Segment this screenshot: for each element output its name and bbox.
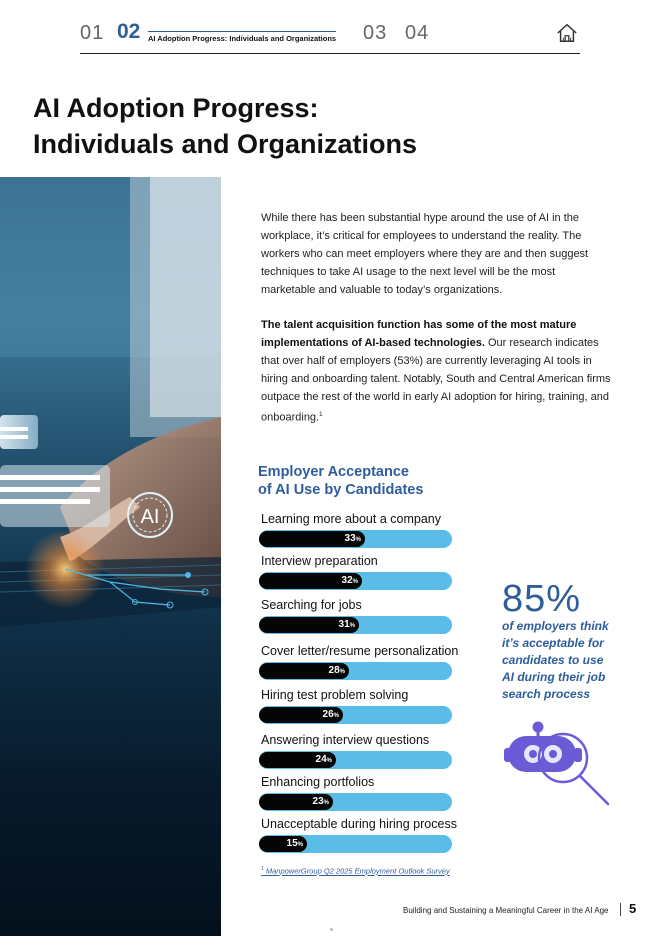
nav-item-02-active[interactable]: 02 [117,20,141,43]
bar-track [259,835,452,853]
ai-badge-text: AI [140,506,160,528]
bar-label: Hiring test problem solving [261,688,409,702]
footer-dot [330,928,333,931]
bar-label: Searching for jobs [261,598,362,612]
intro-paragraph: While there has been substantial hype around the use of AI in the workplace, it’s critical for employees to understand the reality. The workers who can meet employers where they are and then suggest techniques to take AI usage to the next level will be the most marketable and valuable to today’s organizations. [261,212,589,296]
bar-label: Enhancing portfolios [261,775,375,789]
bar-value-label: 23% [312,796,329,807]
footnote-source-text[interactable]: ManpowerGroup Q2 2025 Employment Outlook Survey [265,866,450,876]
talent-paragraph-bold: The talent acquisition function has some of the most mature implementations of AI-based technologies. [261,319,577,349]
bar-track [259,751,452,769]
home-icon[interactable] [556,22,578,44]
nav-item-01[interactable]: 01 [80,22,105,44]
bar-fill [259,617,359,633]
bar-row [261,774,476,811]
bar-track [259,662,452,680]
bar-value-label: 26% [322,709,339,720]
footer-title: Building and Sustaining a Meaningful Career in the AI Age [403,906,609,915]
bar-row [261,553,476,590]
bar-value-label: 28% [328,665,345,676]
chart-title [258,463,478,499]
bar-row [261,732,476,769]
bar-label: Interview preparation [261,554,378,568]
bar-fill [259,836,307,852]
hero-illustration [0,177,221,936]
bar-label: Answering interview questions [261,733,430,747]
bar-row [261,687,476,724]
bar-fill [259,531,365,547]
nav-item-03[interactable]: 03 [363,22,388,44]
page-title-line2: Individuals and Organizations [33,129,418,159]
chart-title-line2: of AI Use by Candidates [258,482,424,498]
footnote-source[interactable] [261,866,450,876]
footer-divider [620,903,621,916]
bar-label: Unacceptable during hiring process [261,817,457,831]
robot-magnifier-icon [500,718,612,808]
bar-value-label: 15% [286,838,303,849]
hero-photo [0,177,221,936]
bar-row [261,643,476,680]
bar-row [261,511,476,548]
bar-fill [259,663,349,679]
bar-fill [259,752,336,768]
bar-track [259,706,452,724]
stat-number: 85% [502,578,582,620]
stat-caption: of employers think it’s acceptable for candidates to use AI during their job search process [502,619,609,701]
bar-value-label: 32% [341,575,358,586]
bar-label: Learning more about a company [261,512,441,526]
bar-track [259,616,452,634]
bar-fill [259,794,333,810]
page-title-line1: AI Adoption Progress: [33,93,319,123]
page-number: 5 [629,901,637,916]
bar-track [259,572,452,590]
bar-fill [259,573,362,589]
bar-track [259,793,452,811]
bar-label: Cover letter/resume personalization [261,644,459,658]
bar-value-label: 33% [344,533,361,544]
talent-paragraph-rest: Our research indicates that over half of employers (53%) are currently leveraging AI tools in hiring and onboarding talent. Notably, South and Central American firms outpace the rest of the world in early AI adoption for hiring, training, and onboarding. [261,337,611,424]
footnote-source-mark: 1 [261,866,264,872]
bar-track [259,530,452,548]
bar-value-label: 31% [338,619,355,630]
page-title [33,90,417,162]
bar-row [261,597,476,634]
section-nav [80,18,580,54]
nav-active-section-title: AI Adoption Progress: Individuals and Organizations [148,31,336,43]
nav-item-04[interactable]: 04 [405,22,430,44]
bar-value-label: 24% [315,754,332,765]
talent-paragraph [261,316,611,427]
footnote-marker: 1 [319,412,323,418]
bar-fill [259,707,343,723]
chart-title-line1: Employer Acceptance [258,464,409,480]
bar-row [261,816,476,853]
